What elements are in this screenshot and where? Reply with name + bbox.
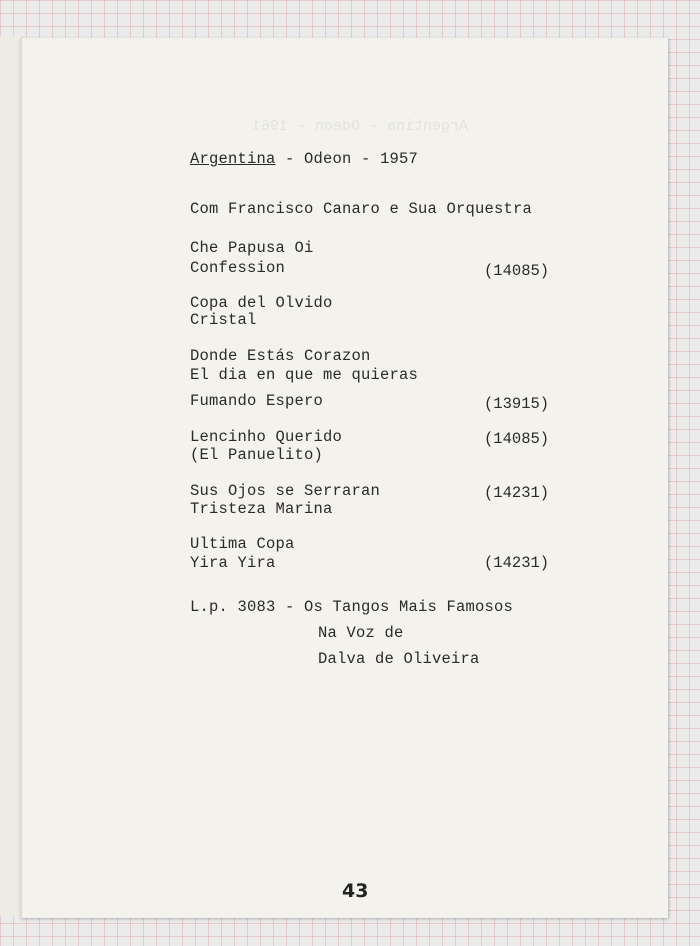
lp-line: Na Voz de (318, 624, 404, 642)
catalog-number: (13915) (484, 395, 550, 413)
song-title: El dia en que me quieras (190, 366, 419, 384)
heading-line (190, 150, 418, 168)
song-title: Donde Estás Corazon (190, 347, 371, 365)
page-number: 43 (342, 880, 369, 902)
song-title: Lencinho Querido (190, 428, 343, 446)
heading-label-rest: - Odeon - 1957 (275, 150, 419, 168)
song-title: Confession (190, 259, 286, 277)
lp-line: L.p. 3083 - Os Tangos Mais Famosos (190, 598, 514, 616)
song-title: Fumando Espero (190, 392, 324, 410)
song-title: (El Panuelito) (190, 446, 324, 464)
song-title: Ultima Copa (190, 535, 295, 553)
show-through-decoration: Argentina - Odeon - 1961 (252, 118, 469, 135)
song-title: Tristeza Marina (190, 500, 333, 518)
orchestra-line: Com Francisco Canaro e Sua Orquestra (190, 200, 533, 218)
typed-page (20, 38, 668, 918)
catalog-number: (14231) (484, 554, 550, 572)
song-title: Copa del Olvido (190, 294, 333, 312)
lp-artist: Dalva de Oliveira (318, 650, 480, 668)
catalog-number: (14085) (484, 262, 550, 280)
song-title: Sus Ojos se Serraran (190, 482, 381, 500)
catalog-number: (14085) (484, 430, 550, 448)
heading-country: Argentina (190, 150, 276, 168)
catalog-number: (14231) (484, 484, 550, 502)
song-title: Yira Yira (190, 554, 276, 572)
song-title: Che Papusa Oi (190, 239, 314, 257)
song-title: Cristal (190, 311, 257, 329)
